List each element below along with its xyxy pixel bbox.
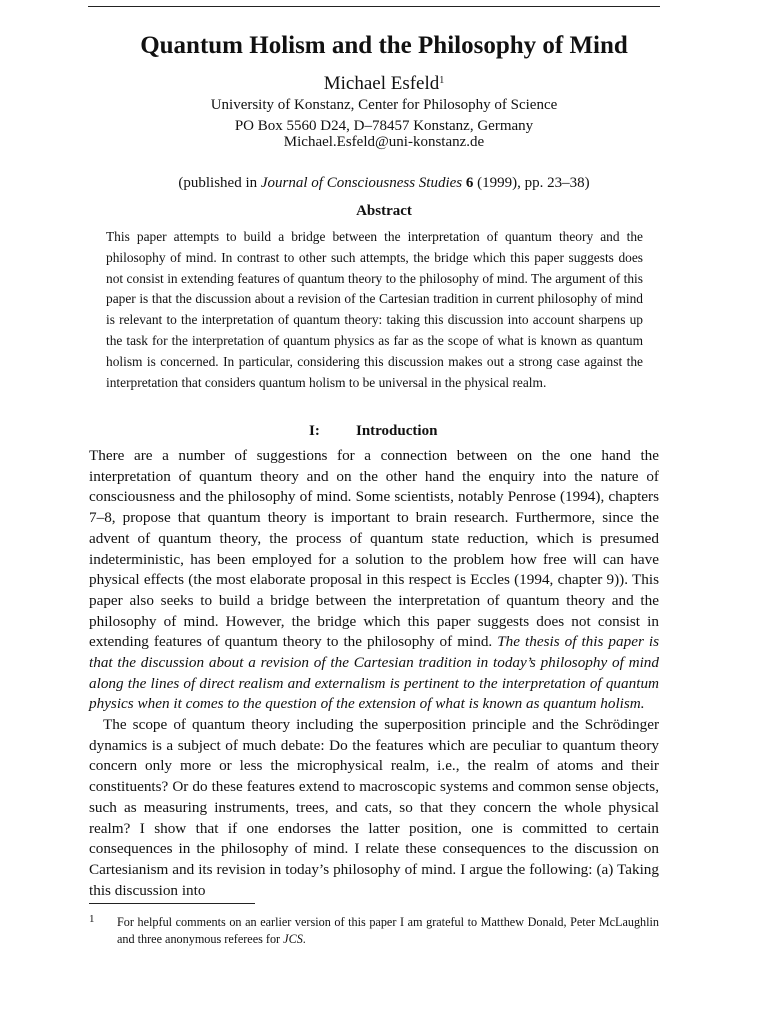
affiliation-institution: University of Konstanz, Center for Philosophy of Science xyxy=(210,97,558,113)
author-name xyxy=(0,69,768,96)
abstract-heading: Abstract xyxy=(356,203,412,219)
footnote-journal-abbrev: JCS xyxy=(283,932,303,946)
publication-prefix: (published in xyxy=(178,175,261,191)
footnote-text xyxy=(117,914,659,948)
footnote-rule xyxy=(89,903,255,904)
journal-volume: 6 xyxy=(465,175,474,191)
section-title: Introduction xyxy=(356,423,438,439)
footnote-mark: 1 xyxy=(89,913,95,925)
author-email: Michael.Esfeld@uni-konstanz.de xyxy=(283,134,485,150)
author-name-text: Michael Esfeld xyxy=(323,73,440,94)
abstract-text: This paper attempts to build a bridge between the interpretation of quantum theory and the philosophy of mind. In contrast to other such attempts, the bridge which this paper suggests does not consist in extending features of quantum theory to the philosophy of mind. The argument of this paper is that the discussion about a revision of the Cartesian tradition in current philosophy of mind is relevant to the interpretation of quantum theory: taking this discussion into account sharpens up the task for the interpretation of quantum physics as far as the scope of what is known as quantum holism is concerned. In particular, considering this discussion makes out a strong case against the interpretation that considers quantum holism to be universal in the physical realm. xyxy=(106,229,643,390)
footnote-end: . xyxy=(302,932,306,946)
paper-title: Quantum Holism and the Philosophy of Mind xyxy=(140,32,628,59)
top-rule xyxy=(88,6,660,7)
footnote-body: For helpful comments on an earlier version of this paper I am grateful to Matthew Donald, Peter McLaughlin and three anonymous referees for xyxy=(117,915,659,946)
author-footnote-mark: 1 xyxy=(439,75,445,86)
publication-suffix: (1999), pp. 23–38) xyxy=(473,175,590,191)
affiliation-address: PO Box 5560 D24, D–78457 Konstanz, Germany xyxy=(234,118,534,134)
section-number: I: xyxy=(309,423,320,439)
body-paragraph-1 xyxy=(89,446,659,715)
journal-name: Journal of Consciousness Studies xyxy=(260,175,463,191)
paragraph-1-text: There are a number of suggestions for a connection between on the one hand the interpretation of quantum theory and on the other hand the enquiry into the nature of consciousness and the philosophy of mind. Some scientists, notably Penrose (1994), chapters 7–8, propose that quantum theory is important to brain research. Furthermore, since the advent of quantum theory, the process of quantum state reduction, which is presumed indeterministic, has been employed for a solution to the problem how free will can have physical effects (the most elaborate proposal in this respect is Eccles (1994, chapter 9)). This paper also seeks to build a bridge between the interpretation of quantum theory and the philosophy of mind. However, the bridge which this paper suggests does not consist in extending features of quantum theory to the philosophy of mind. xyxy=(89,447,659,651)
publication-note xyxy=(0,174,768,192)
body-paragraph-2: The scope of quantum theory including the superposition principle and the Schrödinger dynamics is a subject of much debate: Do the features which are peculiar to quantum theory concern only more or less the microphysical realm, i.e., the realm of atoms and their constituents? Or do these features extend to macroscopic systems and common sense objects, such as measuring instruments, trees, and cats, so that they concern the whole physical realm? I show that if one endorses the latter position, one is committed to certain consequences in the philosophy of mind. I relate these consequences to the discussion on Cartesianism and its revision in today’s philosophy of mind. I argue the following: (a) Taking this discussion into xyxy=(89,716,659,899)
thesis-statement: The thesis of this paper is that the discussion about a revision of the Cartesian tradition in today’s philosophy of mind along the lines of direct realism and externalism is pertinent to the interpretation of quantum physics when it comes to the question of the extension of what is known as quantum holism. xyxy=(89,633,659,713)
